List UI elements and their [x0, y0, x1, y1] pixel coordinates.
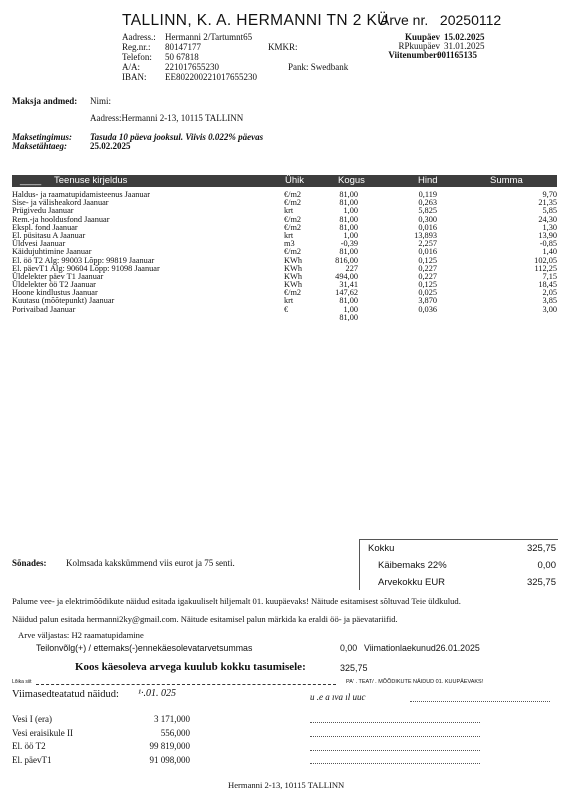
row-unit: krt — [284, 296, 294, 306]
last-payment: Viimationlaekunud26.01.2025 — [364, 643, 480, 653]
date-value: 31.01.2025 — [444, 41, 485, 51]
row-description: El. öö T2 Alg: 99003 Lõpp: 99819 Jaanuar — [12, 255, 155, 265]
col-sum: Summa — [490, 175, 523, 186]
reading-name: El. päevT1 — [12, 754, 52, 765]
row-description: Haldus- ja raamatupidamisteenus Jaanuar — [12, 190, 151, 199]
reading-value: 3 171,000 — [154, 714, 190, 724]
header-underline: ____ — [20, 175, 42, 186]
header-label: Reg.nr.: — [122, 42, 151, 52]
kmkr-label: KMKR: — [268, 42, 298, 52]
qty-value: 494,00 — [335, 271, 358, 281]
qty-column — [308, 191, 358, 322]
date-value: 001165135 — [437, 50, 478, 60]
row-sum: 3,00 — [542, 304, 557, 314]
row-description: Sise- ja välisheakord Jaanuar — [12, 198, 109, 208]
vat-label: Käibemaks 22% — [378, 560, 447, 571]
row-price: 0,119 — [418, 190, 437, 199]
qty-value: 1,00 — [343, 206, 358, 216]
row-description: Käidujuhtimine Jaanuar — [12, 247, 92, 257]
row-price: 0,263 — [418, 198, 437, 208]
row-price: 0,125 — [418, 255, 437, 265]
row-price: 13,893 — [414, 230, 437, 240]
qty-value: 1,00 — [343, 304, 358, 314]
row-description: Ekspl. fond Jaanuar — [12, 222, 78, 232]
row-unit: KWh — [284, 280, 302, 290]
row-price: 0,025 — [418, 288, 437, 298]
dates-labels-col — [372, 33, 440, 60]
qty-value: 81,00 — [339, 214, 358, 224]
row-sum: 13,90 — [538, 230, 557, 240]
invoice-label: Arve nr. — [380, 12, 429, 28]
date-label: Kuupäev — [404, 32, 440, 42]
invoice-number-block — [380, 12, 501, 28]
issuer: Arve väljastas: H2 raamatupidamine — [18, 630, 144, 640]
row-unit: € — [284, 304, 289, 314]
reading-value: 91 098,000 — [149, 754, 190, 765]
qty-value: 81,00 — [339, 296, 358, 306]
row-unit: €/m2 — [284, 214, 302, 224]
row-unit: krt — [284, 230, 294, 240]
row-unit: KWh — [284, 255, 302, 265]
row-unit: krt — [284, 206, 294, 216]
row-sum: 9,70 — [542, 190, 557, 199]
col-qty: Kogus — [338, 175, 365, 186]
words-value: Kolmsada kakskümmend viis eurot ja 75 senti. — [66, 558, 235, 568]
total-row — [360, 540, 558, 556]
header-value: 80147177 — [165, 42, 201, 52]
reading-entry-line[interactable] — [310, 722, 480, 723]
terms-label: Maksetingimus: — [12, 132, 73, 142]
row-unit: €/m2 — [284, 247, 302, 257]
qty-value: 81,00 — [339, 222, 358, 232]
cut-right-text: PA' . TEAT/ . MÕÕDIKUTE NÄIDUD 01. KUUPÄEVAKS! — [346, 679, 484, 685]
payer-address: Aadress:Hermanni 2-13, 10115 TALLINN — [90, 113, 244, 123]
header-value: Hermanni 2/Tartumnt65 — [165, 32, 253, 42]
reading-entry-line[interactable] — [310, 750, 480, 751]
readings-date: ¹·.01. 025 — [138, 688, 176, 699]
terms-values — [90, 133, 263, 151]
row-price: 0,227 — [418, 271, 437, 281]
company-name: TALLINN, K. A. HERMANNI TN 2 KÜ — [122, 12, 389, 29]
row-unit: €/m2 — [284, 190, 302, 199]
row-unit: €/m2 — [284, 222, 302, 232]
dates-values-col — [437, 32, 485, 60]
date-label: Viitenumber: — [388, 50, 440, 60]
totals-box — [359, 539, 558, 590]
row-sum: 5,85 — [542, 206, 557, 216]
row-description: Üldelekter öö T2 Jaanuar — [12, 280, 96, 290]
row-price: 3,870 — [418, 296, 437, 306]
row-price: 0,016 — [418, 247, 437, 257]
table-body — [12, 191, 557, 314]
qty-value: 816,00 — [335, 255, 358, 265]
reading-entry-line — [410, 701, 550, 702]
readings-label: Viimasedteatatud näidud: — [12, 689, 119, 700]
qty-value: 81,00 — [339, 312, 358, 322]
readings-right-text: u .e a ıva ıl uuc — [310, 692, 366, 702]
reading-name: Vesi eraisikule II — [12, 727, 73, 738]
header-labels — [122, 32, 156, 82]
qty-value: 1,00 — [343, 230, 358, 240]
due-value: 25.02.2025 — [90, 141, 131, 151]
reading-value: 99 819,000 — [149, 741, 190, 751]
header-label: Telefon: — [122, 52, 152, 62]
note-1: Palume vee- ja elektrimõõdikute näidud esitada igakuuliselt hiljemalt 01. kuupäevaks! Näitude esitamisest sõltuvad Teie üldkulud. — [12, 596, 461, 606]
row-sum: -0,85 — [539, 239, 557, 249]
qty-value: -0,39 — [340, 239, 358, 249]
qty-value: 81,00 — [339, 247, 358, 257]
table-header — [12, 175, 557, 187]
pay-total-label: Koos käesoleva arvega kuulub kokku tasumisele: — [75, 661, 306, 673]
row-description: Rem.-ja hooldusfond Jaanuar — [12, 214, 110, 224]
payer-name-label: Nimi: — [90, 96, 112, 106]
reading-entry-line[interactable] — [310, 763, 480, 764]
row-price: 0,227 — [418, 263, 437, 273]
grand-total-label: Arvekokku EUR — [378, 577, 446, 588]
row-price: 0,016 — [418, 222, 437, 232]
total-value: 325,75 — [526, 543, 556, 554]
row-sum: 21,35 — [538, 198, 557, 208]
balance-label: Teilonvõlg(+) / ettemaks(-)ennekäesolevatarvetsummas — [36, 643, 253, 653]
col-price: Hind — [418, 175, 438, 186]
row-unit: m3 — [284, 239, 295, 249]
payer-label: Maksja andmed: — [12, 96, 78, 106]
qty-value: 147,62 — [335, 288, 358, 298]
cut-line — [36, 684, 336, 685]
row-unit: KWh — [284, 263, 302, 273]
note-2: Näidud palun esitada hermanni2ky@gmail.com. Näitude esitamisel palun märkida ka eraldi öö- ja päevatariifid. — [12, 614, 398, 624]
qty-value: 227 — [345, 263, 358, 273]
header-value: 50 67818 — [165, 52, 199, 62]
footer-address: Hermanni 2-13, 10115 TALLINN — [228, 780, 345, 790]
row-sum: 112,25 — [534, 263, 557, 273]
bank-name: Pank: Swedbank — [288, 62, 349, 72]
terms-value: Tasuda 10 päeva jooksul. Viivis 0.022% päevas — [90, 132, 264, 142]
row-price: 5,825 — [418, 206, 437, 216]
reading-entry-line[interactable] — [310, 736, 480, 737]
reading-value: 556,000 — [160, 727, 190, 738]
row-description: Kuutasu (mõõtepunkt) Jaanuar — [12, 296, 115, 306]
invoice-number: 20250112 — [439, 12, 502, 28]
balance-value: 0,00 — [340, 643, 358, 653]
reading-names — [12, 713, 73, 767]
words-label: Sõnades: — [12, 558, 47, 568]
vat-value: 0,00 — [537, 560, 556, 571]
terms-labels — [12, 133, 72, 151]
date-label: RPkuupäev — [398, 41, 440, 51]
row-unit: €/m2 — [284, 288, 302, 298]
row-sum: 102,05 — [534, 255, 557, 265]
row-sum: 1,30 — [542, 222, 557, 232]
row-unit: KWh — [284, 271, 302, 281]
pay-total-value: 325,75 — [340, 663, 368, 673]
row-sum: 3,85 — [542, 296, 557, 306]
col-service: Teenuse kirjeldus — [54, 175, 128, 186]
row-sum: 2,05 — [542, 288, 557, 298]
header-label: IBAN: — [122, 72, 147, 82]
vat-row — [360, 557, 558, 573]
total-label: Kokku — [368, 543, 395, 554]
cut-label: Lõika siit — [12, 679, 32, 685]
row-sum: 7,15 — [542, 271, 557, 281]
qty-value: 31,41 — [339, 280, 358, 290]
row-description: El. püsitasu A Jaanuar — [12, 230, 86, 240]
row-description: Üldvesi Jaanuar — [12, 239, 66, 249]
row-sum: 18,45 — [538, 280, 557, 290]
header-value: 221017655230 — [165, 62, 219, 72]
reading-name: Vesi I (era) — [12, 714, 52, 724]
row-sum: 1,40 — [542, 247, 557, 257]
col-unit: Ühik — [285, 175, 305, 186]
header-value: EE802200221017655230 — [165, 72, 257, 82]
row-sum: 24,30 — [538, 214, 557, 224]
row-unit: €/m2 — [284, 198, 302, 208]
row-price: 2,257 — [418, 239, 437, 249]
due-label: Maksetähtaeg: — [12, 141, 67, 151]
header-label: Aadress.: — [122, 32, 156, 42]
row-description: Porivaibad Jaanuar — [12, 304, 76, 314]
row-description: El. päevT1 Alg: 90604 Lõpp: 91098 Jaanuar — [12, 263, 160, 273]
qty-value: 81,00 — [339, 198, 358, 208]
row-price: 0,300 — [418, 214, 437, 224]
reading-name: El. öö T2 — [12, 741, 46, 751]
reading-values — [120, 713, 190, 767]
row-price: 0,036 — [418, 304, 437, 314]
date-value: 15.02.2025 — [444, 32, 485, 42]
grand-total-value: 325,75 — [526, 577, 556, 588]
header-values — [165, 32, 257, 82]
row-description: Prügivedu Jaanuar — [12, 206, 74, 216]
header-label: A/A: — [122, 62, 140, 72]
grand-total-row — [360, 574, 558, 590]
row-description: Üldelekter päev T1 Jaanuar — [12, 271, 104, 281]
table-row — [12, 306, 557, 314]
row-description: Hoone kindlustus Jaanuar — [12, 288, 98, 298]
row-price: 0,125 — [418, 280, 437, 290]
qty-value: 81,00 — [339, 190, 358, 199]
